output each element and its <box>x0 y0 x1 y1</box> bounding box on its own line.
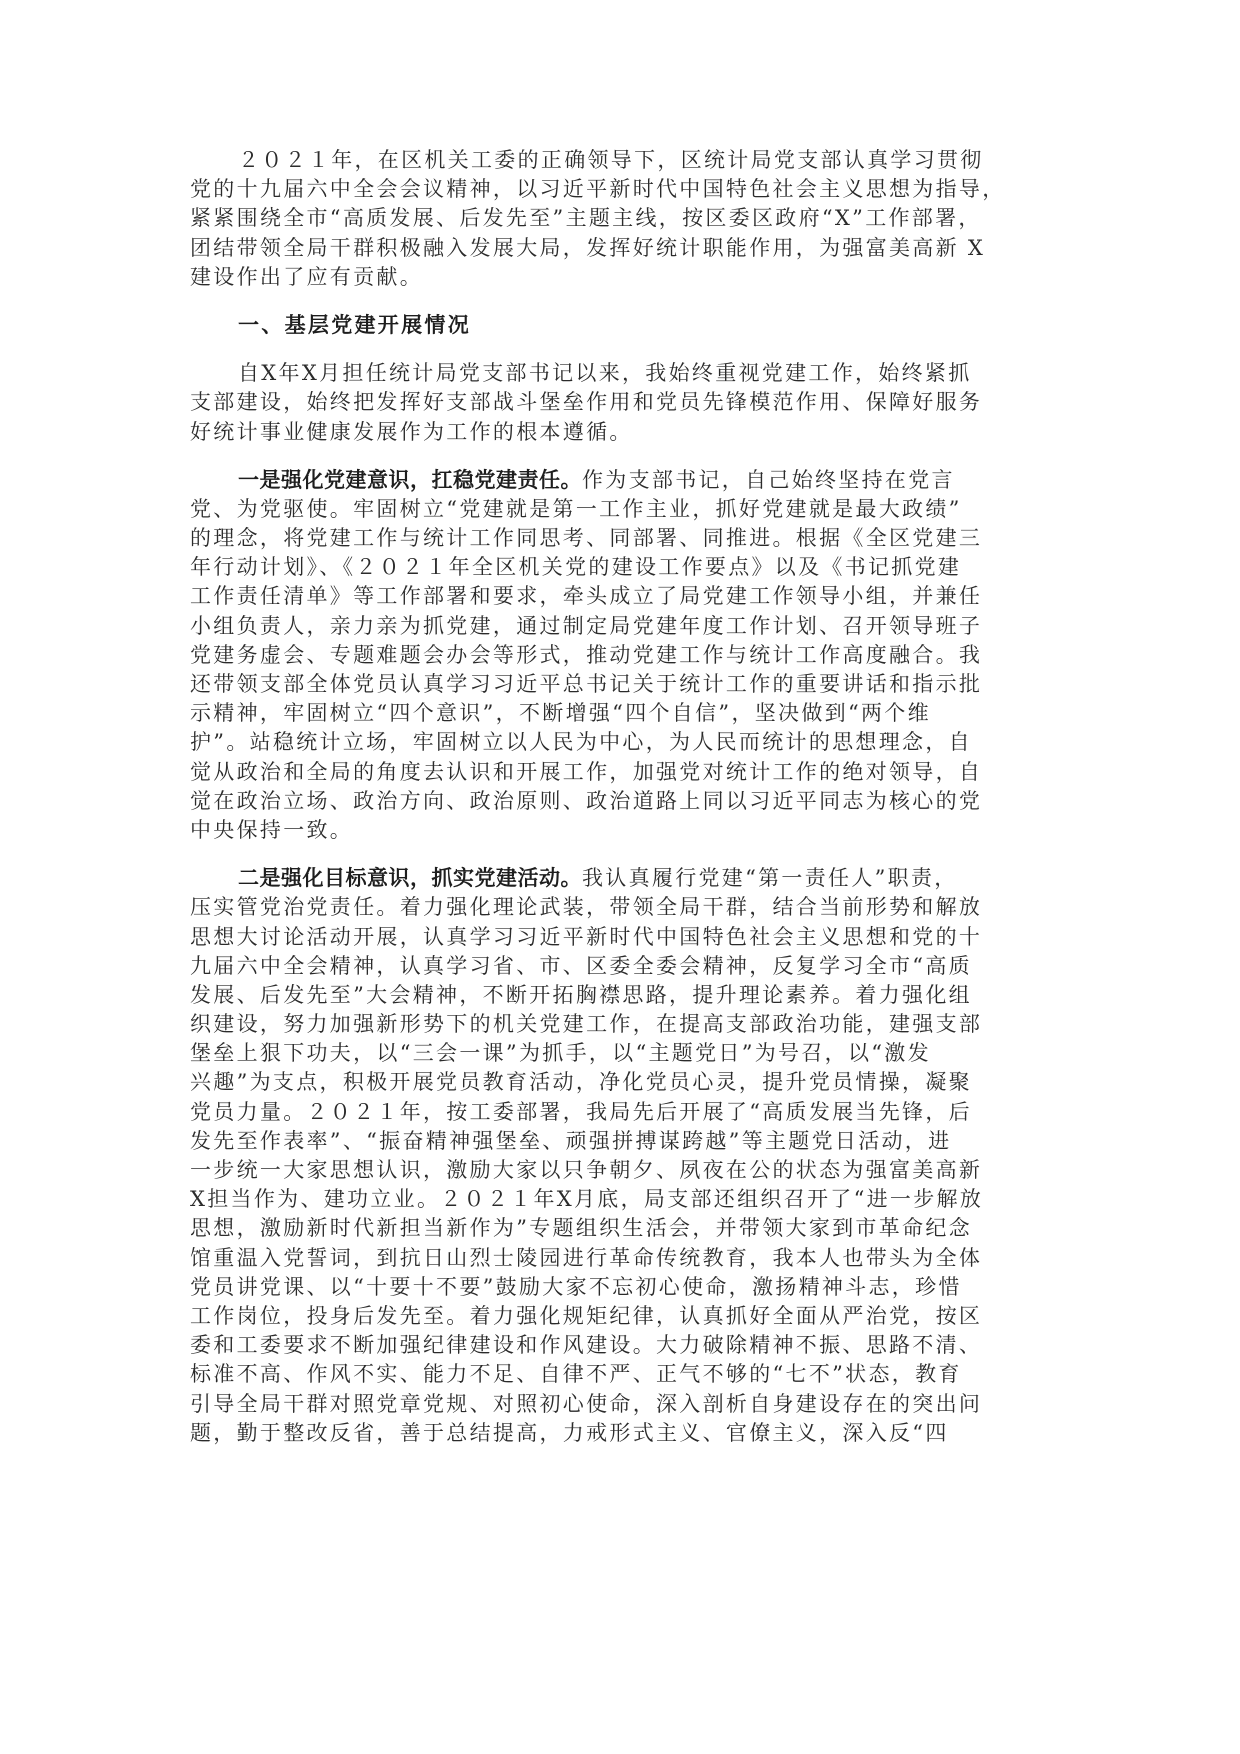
point2-first-line: 我认真履行党建“第一责任人”职责， <box>582 866 958 891</box>
text-line: 发先至作表率”、“振奋精神强堡垒、顽强拼搏谋跨越”等主题党日活动，进 <box>190 1128 952 1153</box>
text-line: 委和工委要求不断加强纪律建设和作风建设。大力破除精神不振、思路不清、 <box>190 1333 983 1358</box>
text-line <box>190 864 1070 893</box>
text-line: 党、为党驱使。牢固树立“党建就是第一工作主业，抓好党建就是最大政绩” <box>190 496 962 521</box>
text-line: 紧紧围绕全市“高质发展、后发先至”主题主线，按区委区政府“X”工作部署， <box>190 206 982 231</box>
point2-paragraph <box>190 864 1070 1448</box>
text-line: 党建务虚会、专题难题会办会等形式，推动党建工作与统计工作高度融合。我 <box>190 642 983 667</box>
intro-paragraph <box>190 146 1070 292</box>
point2-lead: 二是强化目标意识，抓实党建活动。 <box>238 866 582 891</box>
text-line <box>190 466 1070 495</box>
text-line: 题，勤于整改反省，善于总结提高，力戒形式主义、官僚主义，深入反“四 <box>190 1420 949 1445</box>
text-line: 兴趣”为支点，积极开展党员教育活动，净化党员心灵，提升党员情操，凝聚 <box>190 1070 972 1095</box>
text-line: 党员讲党课、以“十要十不要”鼓励大家不忘初心使命，激扬精神斗志，珍惜 <box>190 1274 962 1299</box>
text-line: 党的十九届六中全会会议精神，以习近平新时代中国特色社会主义思想为指导， <box>190 177 1006 202</box>
text-line: 小组负责人，亲力亲为抓党建，通过制定局党建年度工作计划、召开领导班子 <box>190 613 983 638</box>
text-line: 标准不高、作风不实、能力不足、自律不严、正气不够的“七不”状态，教育 <box>190 1362 962 1387</box>
text-line: 支部建设，始终把发挥好支部战斗堡垒作用和党员先锋模范作用、保障好服务 <box>190 390 983 415</box>
section-heading-block <box>190 311 1070 340</box>
text-line: 觉从政治和全局的角度去认识和开展工作，加强党对统计工作的绝对领导，自 <box>190 759 983 784</box>
text-line: 思想大讨论活动开展，认真学习习近平新时代中国特色社会主义思想和党的十 <box>190 924 983 949</box>
text-line: 馆重温入党誓词，到抗日山烈士陵园进行革命传统教育，我本人也带头为全体 <box>190 1245 983 1270</box>
text-line: 工作岗位，投身后发先至。着力强化规矩纪律，认真抓好全面从严治党，按区 <box>190 1303 983 1328</box>
text-line: 还带领支部全体党员认真学习习近平总书记关于统计工作的重要讲话和指示批 <box>190 672 983 696</box>
text-line: 思想，激励新时代新担当新作为”专题组织生活会，并带领大家到市革命纪念 <box>190 1216 972 1241</box>
text-line: 团结带领全局干群积极融入发展大局，发挥好统计职能作用，为强富美高新 X <box>190 235 986 260</box>
text-line: 党员力量。２０２１年，按工委部署，我局先后开展了“高质发展当先锋，后 <box>190 1099 972 1124</box>
text-line: 工作责任清单》等工作部署和要求，牵头成立了局党建工作领导小组，并兼任 <box>190 584 983 609</box>
overview-paragraph <box>190 359 1070 447</box>
text-line: 的理念，将党建工作与统计工作同思考、同部署、同推进。根据《全区党建三 <box>190 526 983 551</box>
text-line: 发展、后发先至”大会精神，不断开拓胸襟思路，提升理论素养。着力强化组 <box>190 982 972 1007</box>
text-line: 中央保持一致。 <box>190 817 354 842</box>
text-line: 觉在政治立场、政治方向、政治原则、政治道路上同以习近平同志为核心的党 <box>190 788 983 813</box>
text-line: 建设作出了应有贡献。 <box>190 264 423 289</box>
point1-lead: 一是强化党建意识，扛稳党建责任。 <box>238 467 582 492</box>
point1-first-line: 作为支部书记，自己始终坚持在党言 <box>582 467 955 492</box>
text-line: 示精神，牢固树立“四个意识”，不断增强“四个自信”，坚决做到“两个维 <box>190 701 931 726</box>
text-line: 织建设，努力加强新形势下的机关党建工作，在提高支部政治功能，建强支部 <box>190 1012 983 1037</box>
text-line: 堡垒上狠下功夫，以“三会一课”为抓手，以“主题党日”为号召，以“激发 <box>190 1041 931 1066</box>
text-line: 引导全局干群对照党章党规、对照初心使命，深入剖析自身建设存在的突出问 <box>190 1391 983 1416</box>
text-line: 好统计事业健康发展作为工作的根本遵循。 <box>190 419 633 444</box>
text-line: 自X年X月担任统计局党支部书记以来，我始终重视党建工作，始终紧抓 <box>238 361 972 386</box>
text-line: 压实管党治党责任。着力强化理论武装，带领全局干群，结合当前形势和解放 <box>190 895 983 920</box>
point1-paragraph <box>190 466 1070 845</box>
text-line: 一步统一大家思想认识，激励大家以只争朝夕、夙夜在公的状态为强富美高新 <box>190 1158 983 1182</box>
text-line: 护”。站稳统计立场，牢固树立以人民为中心，为人民而统计的思想理念，自 <box>190 730 972 755</box>
document-page <box>190 146 1070 1467</box>
section-heading: 一、基层党建开展情况 <box>238 312 471 337</box>
text-line: X担当作为、建功立业。２０２１年X月底，局支部还组织召开了“进一步解放 <box>190 1187 984 1212</box>
text-line: 年行动计划》、《２０２１年全区机关党的建设工作要点》以及《书记抓党建 <box>190 555 962 580</box>
text-line: ２０２１年，在区机关工委的正确领导下，区统计局党支部认真学习贯彻 <box>238 148 984 172</box>
text-line: 九届六中全会精神，认真学习省、市、区委全委会精神，反复学习全市“高质 <box>190 953 972 978</box>
